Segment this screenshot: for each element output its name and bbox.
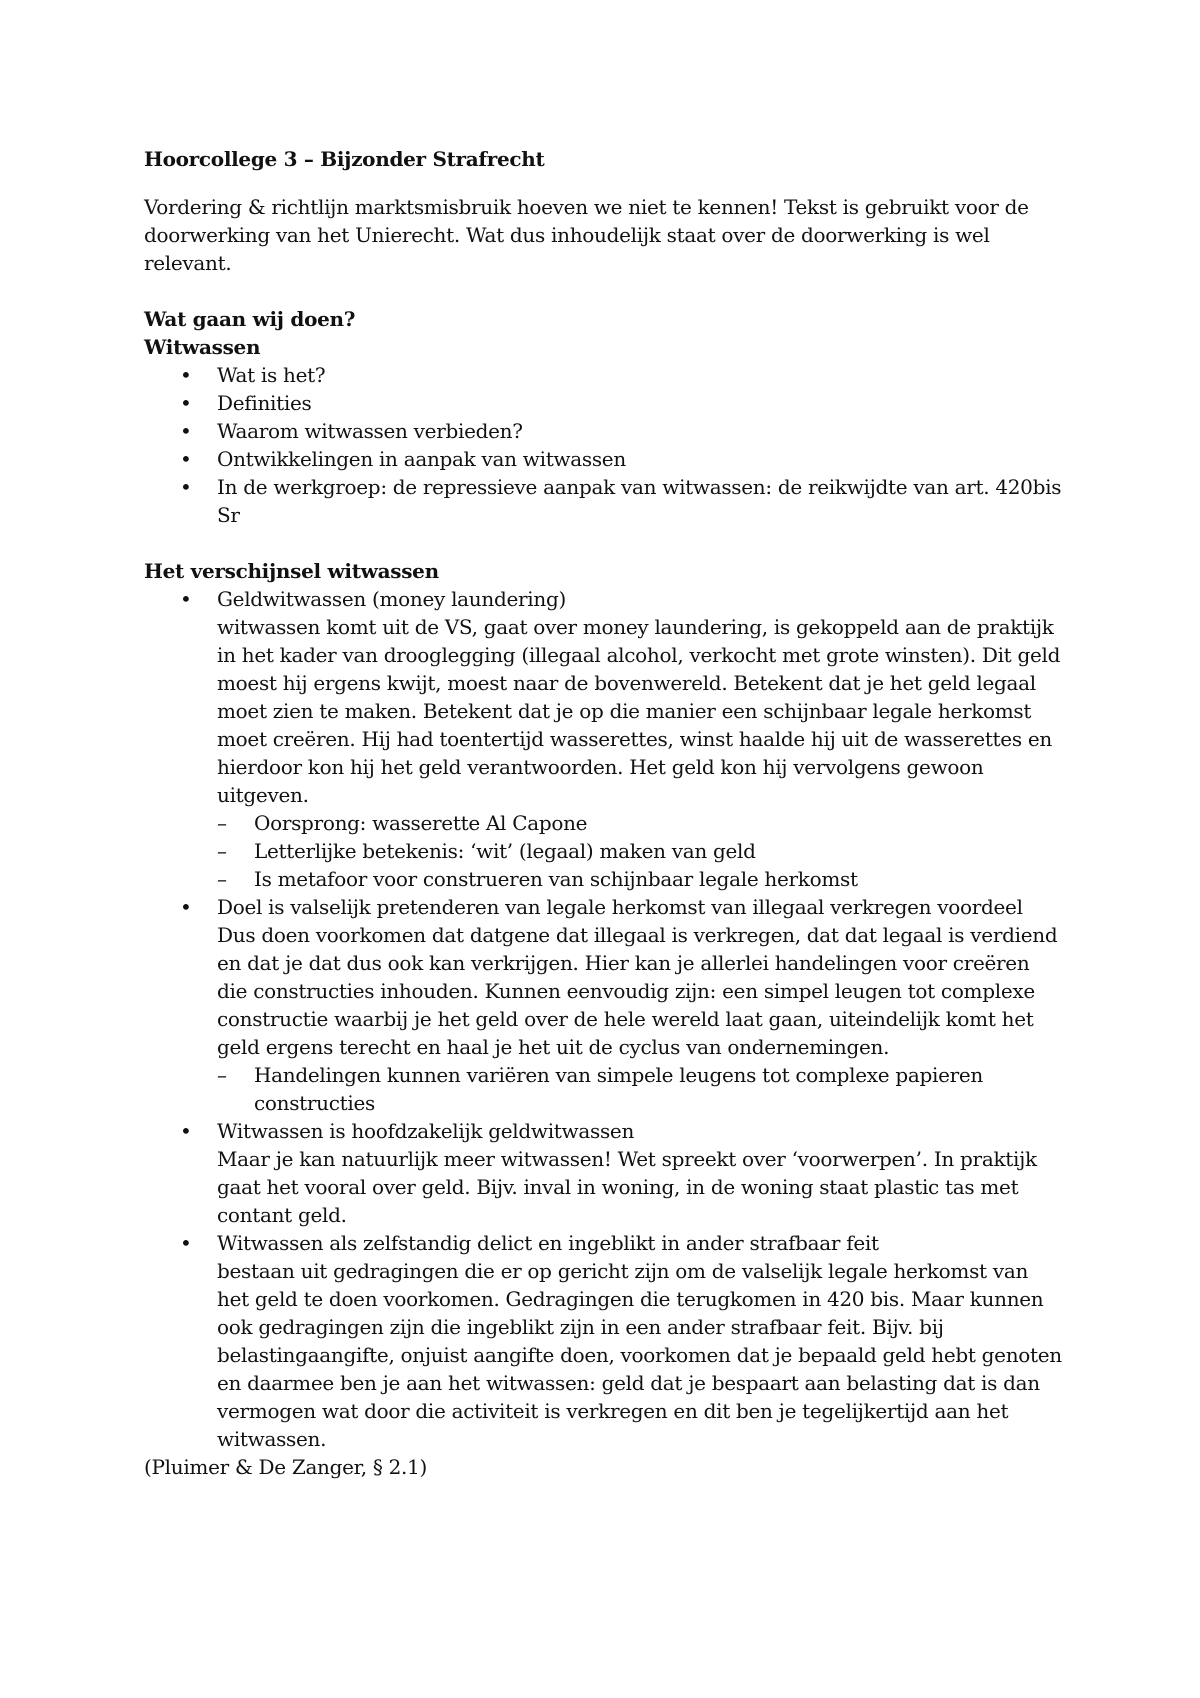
bullet-icon: • [180,391,192,415]
bullet-icon: • [180,363,192,387]
bullet-icon: • [180,419,192,443]
verschijnsel-bullet-list [144,585,1064,1453]
item-text: witwassen komt uit de VS, gaat over money laundering, is gekoppeld aan de praktijk in het kader van drooglegging (illegaal alcohol, verkocht met grote winsten). Dit geld moest hij ergens kwijt, moest naar de bovenwereld. Betekent dat je het geld legaal moet zien te maken. Betekent dat je op die manier een schijnbaar legale herkomst moet creëren. Hij had toentertijd wasserettes, winst haalde hij uit de wasserettes en hierdoor kon hij het geld verantwoorden. Het geld kon hij vervolgens gewoon uitgeven. [217,615,1061,807]
list-item [144,893,1064,1117]
bullet-icon: • [180,447,192,471]
sub-list-item: – Oorsprong: wasserette Al Capone [217,811,588,835]
plan-bullet-list [144,361,1064,529]
document-content [144,145,1064,1481]
section-subheading-witwassen: Witwassen [144,335,261,359]
sub-list-item: – Is metafoor voor construeren van schijnbaar legale herkomst [217,867,858,891]
sub-list-item: – Letterlijke betekenis: ‘wit’ (legaal) maken van geld [217,839,756,863]
reference-citation: (Pluimer & De Zanger, § 2.1) [144,1455,428,1479]
list-item: • Definities [180,391,312,415]
item-text: bestaan uit gedragingen die er op gericht zijn om de valselijk legale herkomst van het geld te doen voorkomen. Gedragingen die terugkomen in 420 bis. Maar kunnen ook gedragingen zijn die ingeblikt zijn in een ander strafbaar feit. Bijv. bij belastingaangifte, onjuist aangifte doen, voorkomen dat je bepaald geld hebt genoten en daarmee ben je aan het witwassen: geld dat je bespaart aan belasting dat is dan vermogen wat door die activiteit is verkregen en dit ben je tegelijkertijd aan het witwassen. [217,1259,1062,1451]
sub-list [217,809,1064,893]
bullet-icon: • [180,1231,192,1255]
dash-icon: – [217,839,227,863]
bullet-icon: • [180,895,192,919]
dash-icon: – [217,811,227,835]
item-label: Doel is valselijk pretenderen van legale herkomst van illegaal verkregen voordeel [217,895,1023,919]
item-label: Geldwitwassen (money laundering) [217,587,566,611]
section-heading-verschijnsel: Het verschijnsel witwassen [144,559,439,583]
list-item [144,1117,1064,1229]
list-item [144,585,1064,893]
item-label: Witwassen is hoofdzakelijk geldwitwassen [217,1119,635,1143]
dash-icon: – [217,867,227,891]
sub-list-item: – Handelingen kunnen variëren van simpele leugens tot complexe papieren constructies [217,1063,984,1115]
bullet-icon: • [180,475,192,499]
section-heading-plan: Wat gaan wij doen? [144,307,356,331]
list-item: • Ontwikkelingen in aanpak van witwassen [180,447,626,471]
sub-list [217,1061,1064,1117]
list-item: • In de werkgroep: de repressieve aanpak van witwassen: de reikwijdte van art. 420bis Sr [180,475,1062,527]
list-item [144,1229,1064,1453]
list-item: • Wat is het? [180,363,326,387]
document-title: Hoorcollege 3 – Bijzonder Strafrecht [144,147,545,171]
item-text: Maar je kan natuurlijk meer witwassen! Wet spreekt over ‘voorwerpen’. In praktijk gaat het vooral over geld. Bijv. inval in woning, in de woning staat plastic tas met contant geld. [217,1147,1037,1227]
item-label: Witwassen als zelfstandig delict en ingeblikt in ander strafbaar feit [217,1231,879,1255]
intro-paragraph: Vordering & richtlijn marktsmisbruik hoeven we niet te kennen! Tekst is gebruikt voor de doorwerking van het Unierecht. Wat dus inhoudelijk staat over de doorwerking is wel relevant. [144,195,1029,275]
bullet-icon: • [180,1119,192,1143]
list-item: • Waarom witwassen verbieden? [180,419,523,443]
dash-icon: – [217,1063,227,1087]
item-text: Dus doen voorkomen dat datgene dat illegaal is verkregen, dat dat legaal is verdiend en dat je dat dus ook kan verkrijgen. Hier kan je allerlei handelingen voor creëren die constructies inhouden. Kunnen eenvoudig zijn: een simpel leugen tot complexe constructie waarbij je het geld over de hele wereld laat gaan, uiteindelijk komt het geld ergens terecht en haal je het uit de cyclus van ondernemingen. [217,923,1058,1059]
bullet-icon: • [180,587,192,611]
